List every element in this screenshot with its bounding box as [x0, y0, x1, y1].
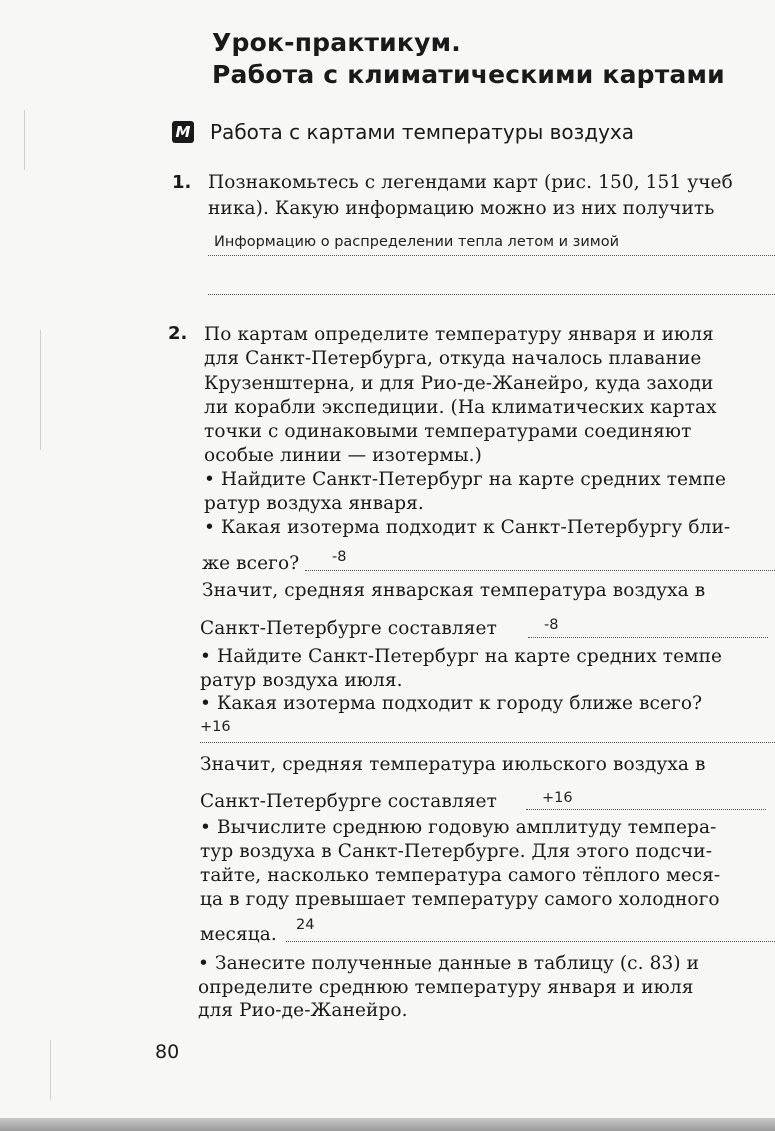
amplitude-answer: 24 [296, 917, 315, 933]
task2-line: По картам определите температуру января и июля [204, 324, 714, 345]
task1-number: 1. [172, 172, 192, 193]
jan-isotherm-prefix: же всего? [202, 553, 300, 574]
page-number: 80 [155, 1041, 180, 1063]
scan-artifact [24, 110, 25, 170]
task2-jul-line: • Какая изотерма подходит к городу ближе всего? [200, 693, 703, 714]
task2-jul-line: ратур воздуха июля. [200, 670, 403, 691]
answer-line [528, 637, 768, 638]
final-line: определите среднюю температуру января и июля [198, 977, 694, 998]
jul-mean-prefix: Санкт-Петербурге составляет [200, 791, 497, 812]
jan-mean-line: Значит, средняя январская температура воздуха в [202, 580, 706, 601]
task2-line: • Найдите Санкт-Петербург на карте средних темпе [204, 469, 727, 490]
answer-line [200, 742, 775, 743]
task2-number: 2. [168, 323, 188, 344]
task2-line: • Какая изотерма подходит к Санкт-Петербургу бли- [204, 517, 731, 538]
answer-line [305, 570, 775, 571]
scan-artifact [50, 1040, 51, 1100]
lesson-title-line2: Работа с климатическими картами [212, 60, 725, 89]
task2-line: особые линии — изотермы.) [204, 445, 482, 466]
jul-mean-answer: +16 [542, 790, 573, 806]
answer-line [286, 941, 775, 942]
answer-line [208, 294, 775, 295]
task1-line: ника). Какую информацию можно из них получить [208, 198, 715, 219]
amplitude-prefix: месяца. [200, 924, 277, 945]
task2-line: для Санкт-Петербурга, откуда началось плавание [204, 348, 702, 369]
task2-jul-line: • Найдите Санкт-Петербург на карте средних темпе [200, 646, 723, 667]
amplitude-line: тур воздуха в Санкт-Петербурге. Для этого подсчи- [200, 841, 713, 862]
task2-line: Крузенштерна, и для Рио-де-Жанейро, куда заходи [204, 373, 714, 394]
jan-mean-answer: -8 [544, 617, 559, 633]
amplitude-line: ца в году превышает температуру самого холодного [200, 889, 720, 910]
amplitude-line: тайте, насколько температура самого тёплого меся- [200, 865, 721, 886]
task2-line: точки с одинаковыми температурами соединяют [204, 421, 692, 442]
task1-answer: Информацию о распределении тепла летом и зимой [214, 234, 620, 250]
lesson-title-line1: Урок-практикум. [212, 28, 461, 57]
jan-mean-prefix: Санкт-Петербурге составляет [200, 618, 497, 639]
scan-artifact [40, 330, 41, 450]
jul-mean-line: Значит, средняя температура июльского воздуха в [200, 754, 706, 775]
jul-isotherm-answer: +16 [200, 719, 231, 735]
final-line: для Рио-де-Жанейро. [198, 1000, 408, 1021]
scan-bottom-edge [0, 1118, 775, 1131]
amplitude-line: • Вычислите среднюю годовую амплитуду темпера- [200, 817, 717, 838]
answer-line [208, 255, 775, 256]
method-icon: М [172, 121, 194, 143]
answer-line [526, 809, 766, 810]
final-line: • Занесите полученные данные в таблицу (с. 83) и [198, 953, 700, 974]
task2-line: ратур воздуха января. [204, 493, 424, 514]
task1-line: Познакомьтесь с легендами карт (рис. 150, 151 учеб [208, 172, 733, 193]
section-heading: Работа с картами температуры воздуха [210, 120, 635, 144]
jan-isotherm-answer: -8 [332, 549, 347, 565]
task2-line: ли корабли экспедиции. (На климатических картах [204, 397, 717, 418]
